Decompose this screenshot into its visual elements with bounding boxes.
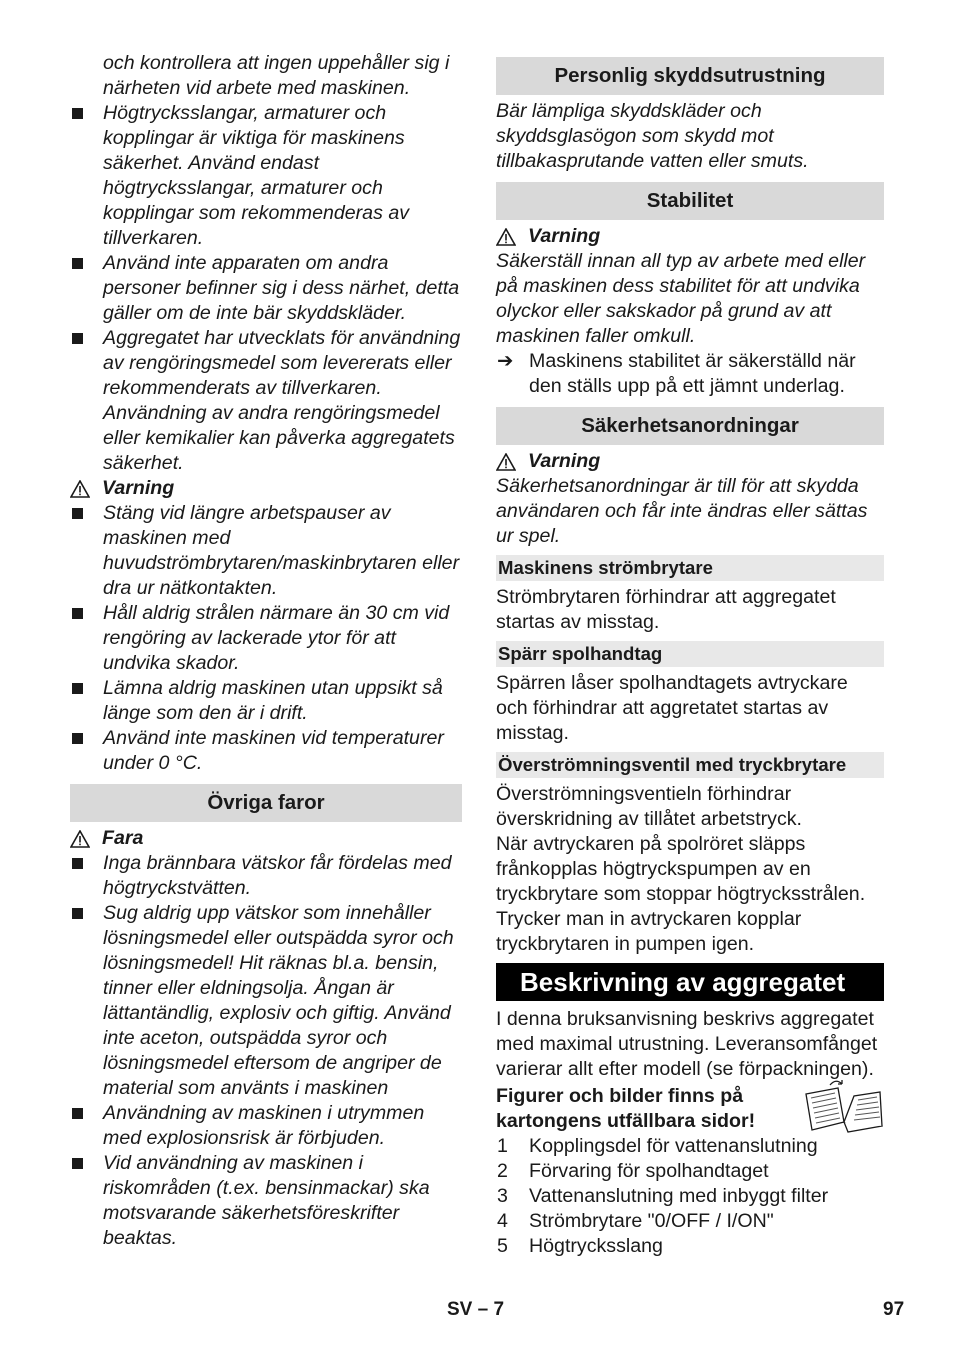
list-item: 5 Högtrycksslang: [497, 1235, 663, 1257]
list-item: Aggregatet har utvecklats för användning av rengöringsmedel som levererats eller rekommenderats av tillverkaren. Användning av andra rengöringsmedel eller kemikalier kan påverka aggregatets säkerhet.: [70, 326, 462, 476]
list-item: Inga brännbara vätskor får fördelas med högtryckstvätten.: [70, 851, 462, 901]
list-item: 1 Kopplingsdel för vattenanslutning: [497, 1135, 818, 1157]
arrow-right-icon: ➔: [497, 350, 514, 372]
footer-page-number: 97: [883, 1299, 905, 1320]
safety-warning-heading: Varning: [496, 449, 884, 474]
main-switch-text: Strömbrytaren förhindrar att aggregatet startas av misstag.: [496, 586, 836, 633]
list-item: 4 Strömbrytare "0/OFF / I/ON": [497, 1210, 774, 1232]
bullet-square-icon: [72, 908, 83, 919]
left-column: [70, 51, 462, 1251]
stability-warning-heading: Varning: [496, 224, 884, 249]
bullet-list-3: [70, 851, 462, 1251]
parts-list: [496, 1134, 884, 1259]
subheading-overflow-valve: Överströmningsventil med tryckbrytare: [496, 752, 884, 778]
trigger-lock-text: Spärren låser spolhandtagets avtryckare och förhindrar att aggretatet startas av misstag.: [496, 672, 848, 744]
section-heading-ppe: Personlig skyddsutrustning: [496, 57, 884, 95]
list-item: Vid användning av maskinen i riskområden (t.ex. bensinmackar) ska motsvarande säkerhetsföreskrifter beaktas.: [70, 1151, 462, 1251]
bullet-square-icon: [72, 508, 83, 519]
list-item: Sug aldrig upp vätskor som innehåller lösningsmedel eller outspädda syror och lösningsmedel! Hit räknas bl.a. bensin, tinner eller eldningsolja. Ångan är lättantändlig, explosiv och giftig. Använd inte aceton, outspädda syror och lösningsmedel eftersom de angriper de material som använts i maskinen: [70, 901, 462, 1101]
list-item: Använd inte apparaten om andra personer befinner sig i dess närhet, detta gäller om de inte bär skyddskläder.: [70, 251, 462, 326]
figures-note-row: [496, 1084, 884, 1134]
overflow-valve-text-2: När avtryckaren på spolröret släpps frånkopplas högtryckspumpen av en tryckbrytare som stoppar högtrycksstrålen. Trycker man in avtryckaren kopplar tryckbrytaren in pumpen igen.: [496, 833, 866, 955]
bullet-list-1: [70, 101, 462, 476]
bullet-square-icon: [72, 108, 83, 119]
open-manual-icon: [802, 1078, 884, 1134]
warning-triangle-icon: [496, 453, 516, 471]
warning-triangle-icon: [496, 228, 516, 246]
bullet-square-icon: [72, 608, 83, 619]
bullet-list-2: [70, 501, 462, 776]
stability-arrow-item: ➔ Maskinens stabilitet är säkerställd när den ställs upp på ett jämnt underlag.: [497, 350, 856, 397]
list-item: 2 Förvaring för spolhandtaget: [497, 1160, 769, 1182]
right-column: [496, 51, 884, 1259]
subheading-main-switch: Maskinens strömbrytare: [496, 555, 884, 581]
list-item: Håll aldrig strålen närmare än 30 cm vid rengöring av lackerade ytor för att undvika skador.: [70, 601, 462, 676]
warning-heading: Varning: [70, 476, 462, 501]
danger-heading: Fara: [70, 826, 462, 851]
ppe-text: Bär lämpliga skyddskläder och skyddsglasögon som skydd mot tillbakasprutande vatten eller smuts.: [496, 100, 809, 172]
list-item: Högtrycksslangar, armaturer och kopplingar är viktiga för maskinens säkerhet. Använd endast högtrycksslangar, armaturer och kopplingar som rekommenderas av tillverkaren.: [70, 101, 462, 251]
bullet-square-icon: [72, 258, 83, 269]
figures-note: Figurer och bilder finns på kartongens utfällbara sidor!: [496, 1085, 756, 1132]
description-text: I denna bruksanvisning beskrivs aggregatet med maximal utrustning. Leveransomfånget varierar allt efter modell (se förpackningen).: [496, 1008, 878, 1080]
list-item: 3 Vattenanslutning med inbyggt filter: [497, 1185, 829, 1207]
bullet-square-icon: [72, 333, 83, 344]
stability-text: Säkerställ innan all typ av arbete med eller på maskinen dess stabilitet för att undvika olyckor eller sakskador på grund av att maskinen faller omkull.: [496, 250, 866, 347]
safety-text: Säkerhetsanordningar är till för att skydda användaren och får inte ändras eller sättas ur spel.: [496, 475, 868, 547]
bullet-square-icon: [72, 858, 83, 869]
section-heading-other-hazards: Övriga faror: [70, 784, 462, 822]
intro-continuation: och kontrollera att ingen uppehåller sig i närheten vid arbete med maskinen.: [103, 52, 450, 99]
list-item: Lämna aldrig maskinen utan uppsikt så länge som den är i drift.: [70, 676, 462, 726]
list-item: Stäng vid längre arbetspauser av maskinen med huvudströmbrytaren/maskinbrytaren eller dra ur nätkontakten.: [70, 501, 462, 601]
bullet-square-icon: [72, 733, 83, 744]
footer-section-page: SV – 7: [447, 1299, 505, 1320]
list-item: Användning av maskinen i utrymmen med explosionsrisk är förbjuden.: [70, 1101, 462, 1151]
section-heading-safety-devices: Säkerhetsanordningar: [496, 407, 884, 445]
warning-triangle-icon: [70, 480, 90, 498]
chapter-heading-description: Beskrivning av aggregatet: [496, 963, 884, 1001]
warning-triangle-icon: [70, 830, 90, 848]
list-item: Använd inte maskinen vid temperaturer under 0 °C.: [70, 726, 462, 776]
subheading-trigger-lock: Spärr spolhandtag: [496, 641, 884, 667]
bullet-square-icon: [72, 683, 83, 694]
section-heading-stability: Stabilitet: [496, 182, 884, 220]
overflow-valve-text-1: Överströmningsventieln förhindrar överskridning av tillåtet arbetstryck.: [496, 783, 802, 830]
bullet-square-icon: [72, 1108, 83, 1119]
bullet-square-icon: [72, 1158, 83, 1169]
